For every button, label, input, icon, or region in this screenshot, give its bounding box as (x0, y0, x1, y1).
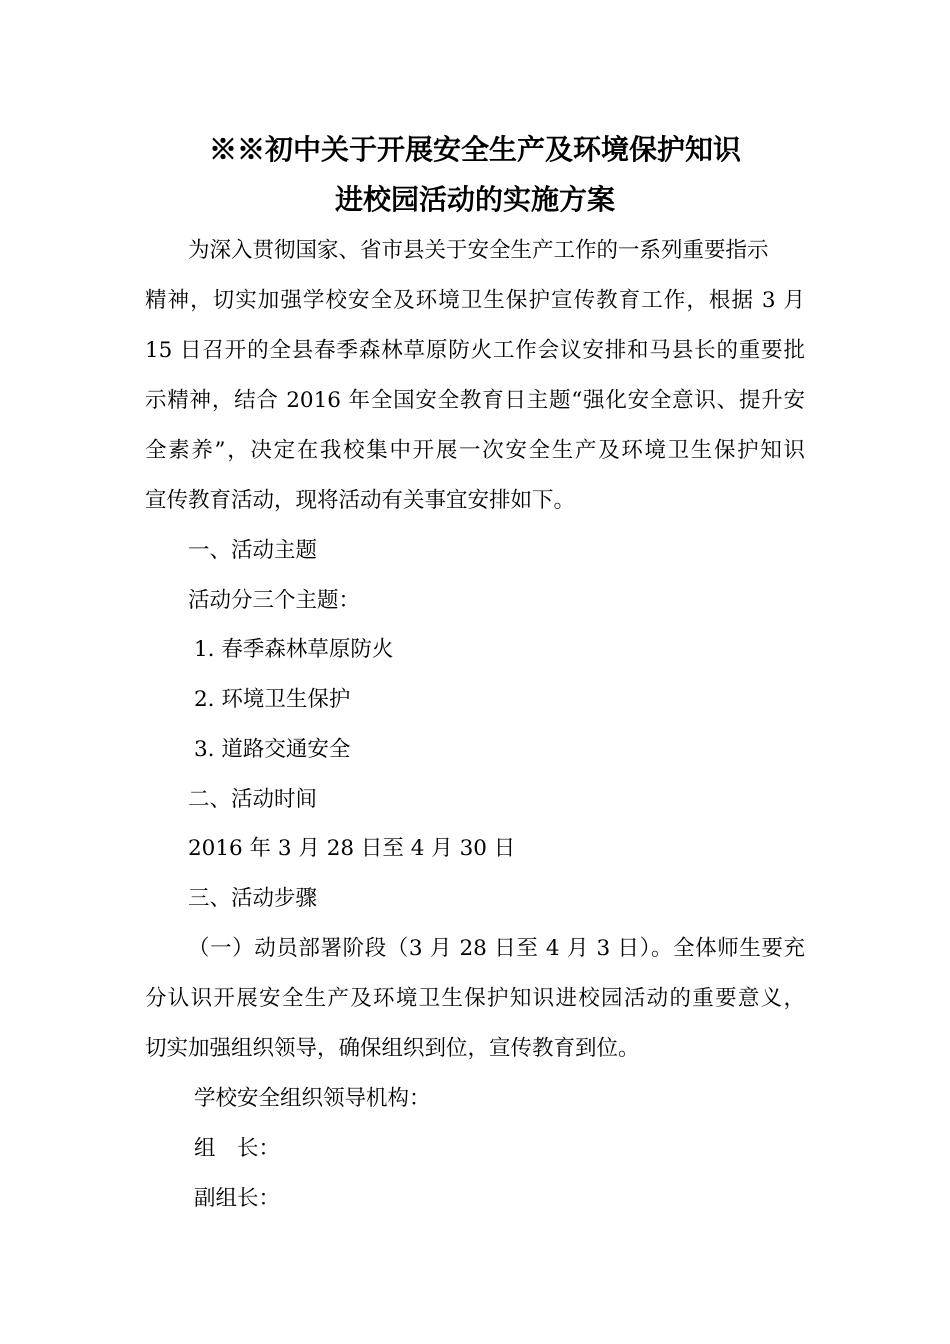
section-heading-steps: 三、活动步骤 (188, 886, 318, 911)
intro-paragraph-line: 为深入贯彻国家、省市县关于安全生产工作的一系列重要指示 (188, 238, 769, 263)
org-heading: 学校安全组织领导机构： (194, 1086, 431, 1111)
org-deputy-label: 副组长： (194, 1186, 281, 1211)
org-leader-label: 组 长： (194, 1136, 281, 1161)
section-heading-themes: 一、活动主题 (188, 538, 318, 563)
intro-paragraph-line: 宣传教育活动，现将活动有关事宜安排如下。 (145, 488, 576, 513)
intro-paragraph-line: 精神，切实加强学校安全及环境卫生保护宣传教育工作，根据 3 月 (145, 288, 805, 313)
activity-date-range: 2016 年 3 月 28 日至 4 月 30 日 (188, 836, 516, 861)
intro-paragraph-line: 15 日召开的全县春季森林草原防火工作会议安排和马县长的重要批 (145, 338, 805, 363)
section-heading-time: 二、活动时间 (188, 787, 318, 812)
intro-paragraph-line: 示精神，结合 2016 年全国安全教育日主题“强化安全意识、提升安 (145, 388, 805, 413)
step-paragraph-line: 切实加强组织领导，确保组织到位，宣传教育到位。 (145, 1036, 640, 1061)
document-title-line-1: ※※初中关于开展安全生产及环境保护知识 (208, 133, 741, 166)
theme-list-item: 2. 环境卫生保护 (194, 687, 351, 712)
step-paragraph-line: 分认识开展安全生产及环境卫生保护知识进校园活动的重要意义， (145, 986, 805, 1011)
document-title-line-2: 进校园活动的实施方案 (334, 183, 615, 216)
theme-list-item: 3. 道路交通安全 (194, 737, 351, 762)
theme-list-item: 1. 春季森林草原防火 (194, 637, 394, 662)
intro-paragraph-line: 全素养”，决定在我校集中开展一次安全生产及环境卫生保护知识 (145, 438, 805, 463)
themes-lead-text: 活动分三个主题： (188, 588, 361, 613)
step-paragraph-line: （一）动员部署阶段（3 月 28 日至 4 月 3 日）。全体师生要充 (188, 936, 805, 961)
